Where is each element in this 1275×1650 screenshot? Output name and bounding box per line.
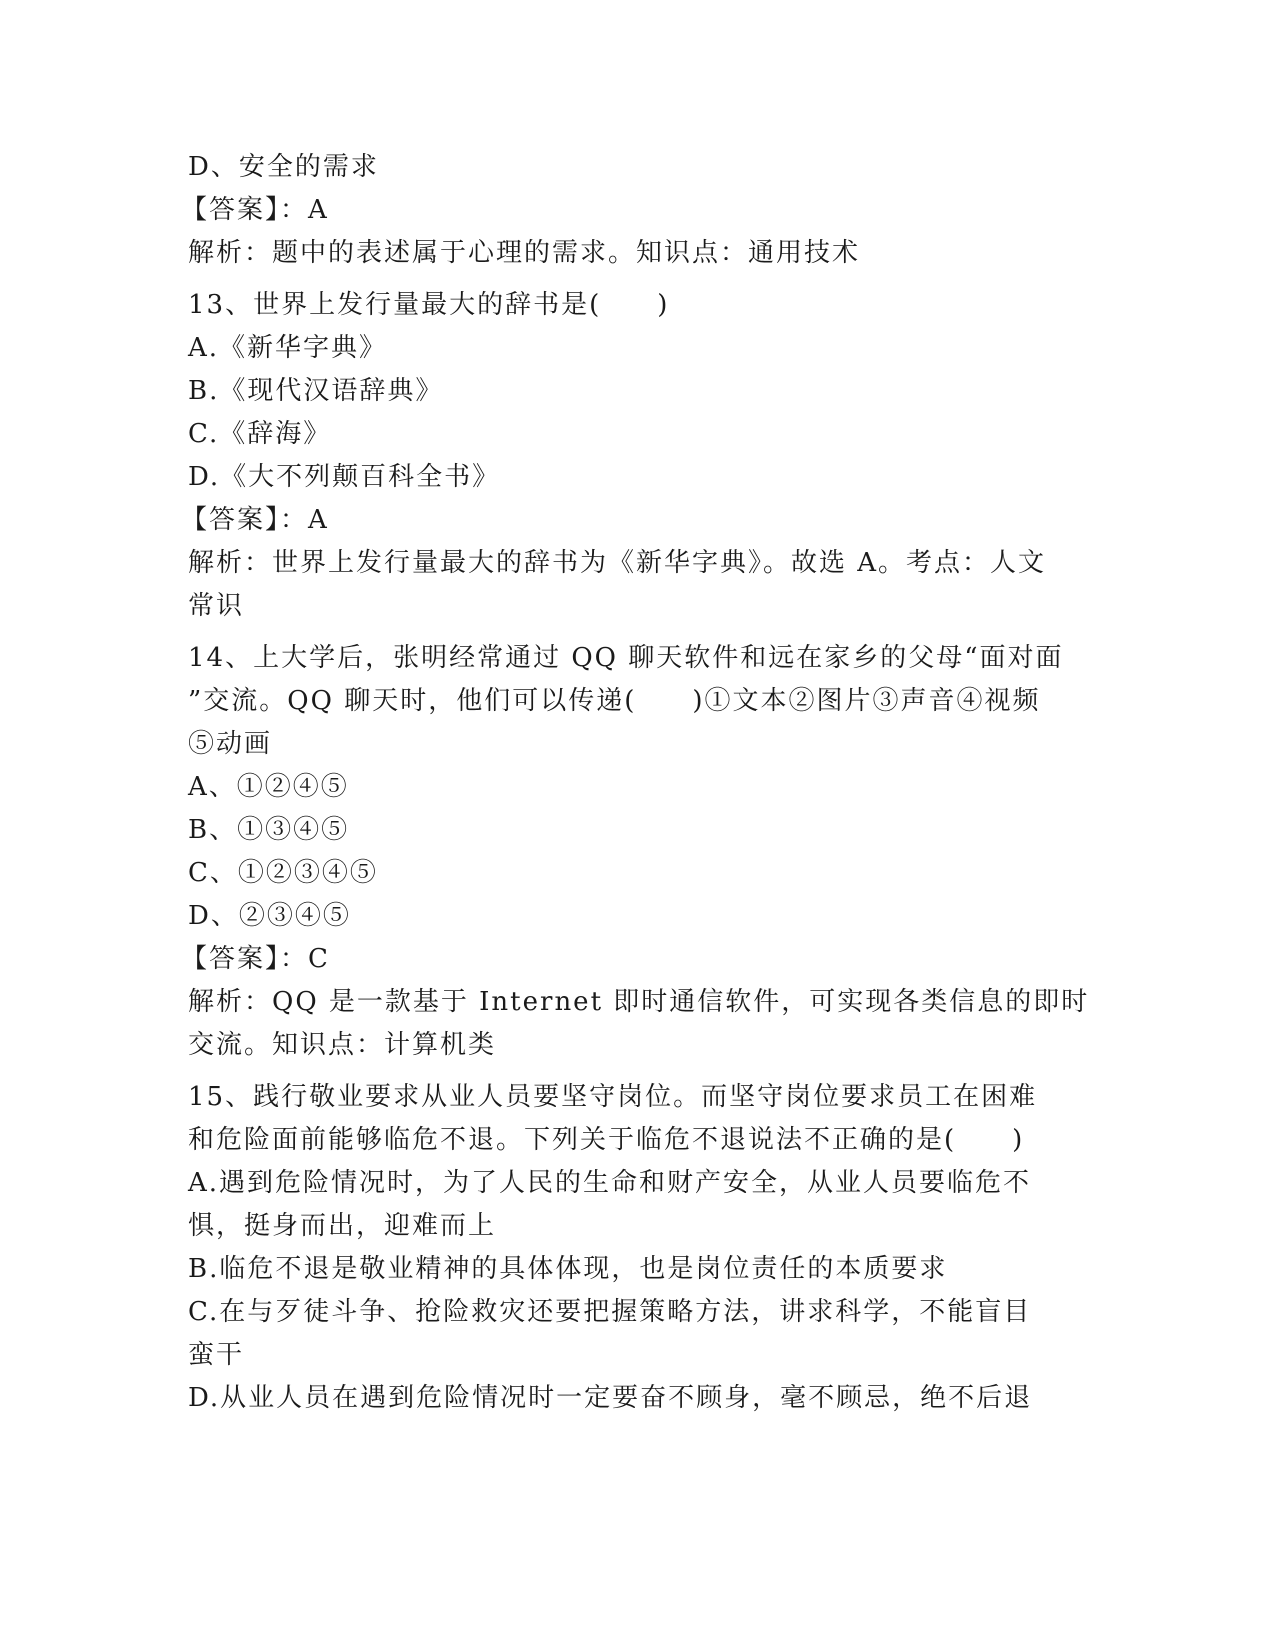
question-14-stem-line-3: ⑤动画: [188, 729, 273, 759]
question-13-option-b: B.《现代汉语辞典》: [188, 376, 444, 406]
question-14-analysis-line-2: 交流。知识点：计算机类: [188, 1030, 497, 1060]
question-15-option-d: D.从业人员在遇到危险情况时一定要奋不顾身，毫不顾忌，绝不后退: [188, 1383, 1033, 1413]
question-14-option-b: B、①③④⑤: [188, 815, 350, 845]
analysis-line: 解析：题中的表述属于心理的需求。知识点：通用技术: [188, 238, 861, 268]
question-15-block: [188, 1076, 1088, 1420]
question-15-stem-line-2: 和危险面前能够临危不退。下列关于临危不退说法不正确的是( ): [188, 1125, 1025, 1155]
option-d: D、安全的需求: [188, 152, 379, 182]
answer-line: 【答案】：A: [181, 195, 329, 225]
question-14-option-d: D、②③④⑤: [188, 901, 351, 931]
question-13-option-c: C.《辞海》: [188, 419, 332, 449]
question-13-option-d: D.《大不列颠百科全书》: [188, 462, 501, 492]
question-13-answer: 【答案】：A: [181, 505, 329, 535]
question-14-block: [181, 637, 1090, 1067]
question-15-option-c-line-2: 蛮干: [188, 1340, 245, 1370]
question-14-answer: 【答案】：C: [181, 944, 330, 974]
question-13-stem: 13、世界上发行量最大的辞书是( ): [188, 290, 670, 320]
question-13-option-a: A.《新华字典》: [188, 333, 388, 363]
question-14-analysis-line-1: 解析：QQ 是一款基于 Internet 即时通信软件，可实现各类信息的即时: [188, 987, 1090, 1017]
question-13-block: [181, 284, 1088, 628]
question-14-stem-line-1: 14、上大学后，张明经常通过 QQ 聊天软件和远在家乡的父母“面对面: [188, 643, 1064, 673]
prev-question-block: [181, 146, 1088, 275]
question-15-option-c-line-1: C.在与歹徒斗争、抢险救灾还要把握策略方法，讲求科学，不能盲目: [188, 1297, 1032, 1327]
document-content: [181, 146, 1090, 1420]
question-15-option-a-line-1: A.遇到危险情况时，为了人民的生命和财产安全，从业人员要临危不: [188, 1168, 1032, 1198]
question-13-analysis-line-1: 解析：世界上发行量最大的辞书为《新华字典》。故选 A。考点：人文: [188, 548, 1047, 578]
question-14-option-c: C、①②③④⑤: [188, 858, 378, 888]
question-14-stem-line-2: ”交流。QQ 聊天时，他们可以传递( )①文本②图片③声音④视频: [188, 686, 1041, 716]
question-13-analysis-line-2: 常识: [188, 591, 245, 621]
question-15-option-a-line-2: 惧，挺身而出，迎难而上: [188, 1211, 497, 1241]
question-15-option-b: B.临危不退是敬业精神的具体体现，也是岗位责任的本质要求: [188, 1254, 948, 1284]
question-15-stem-line-1: 15、践行敬业要求从业人员要坚守岗位。而坚守岗位要求员工在困难: [188, 1082, 1038, 1112]
question-14-option-a: A、①②④⑤: [188, 772, 349, 802]
